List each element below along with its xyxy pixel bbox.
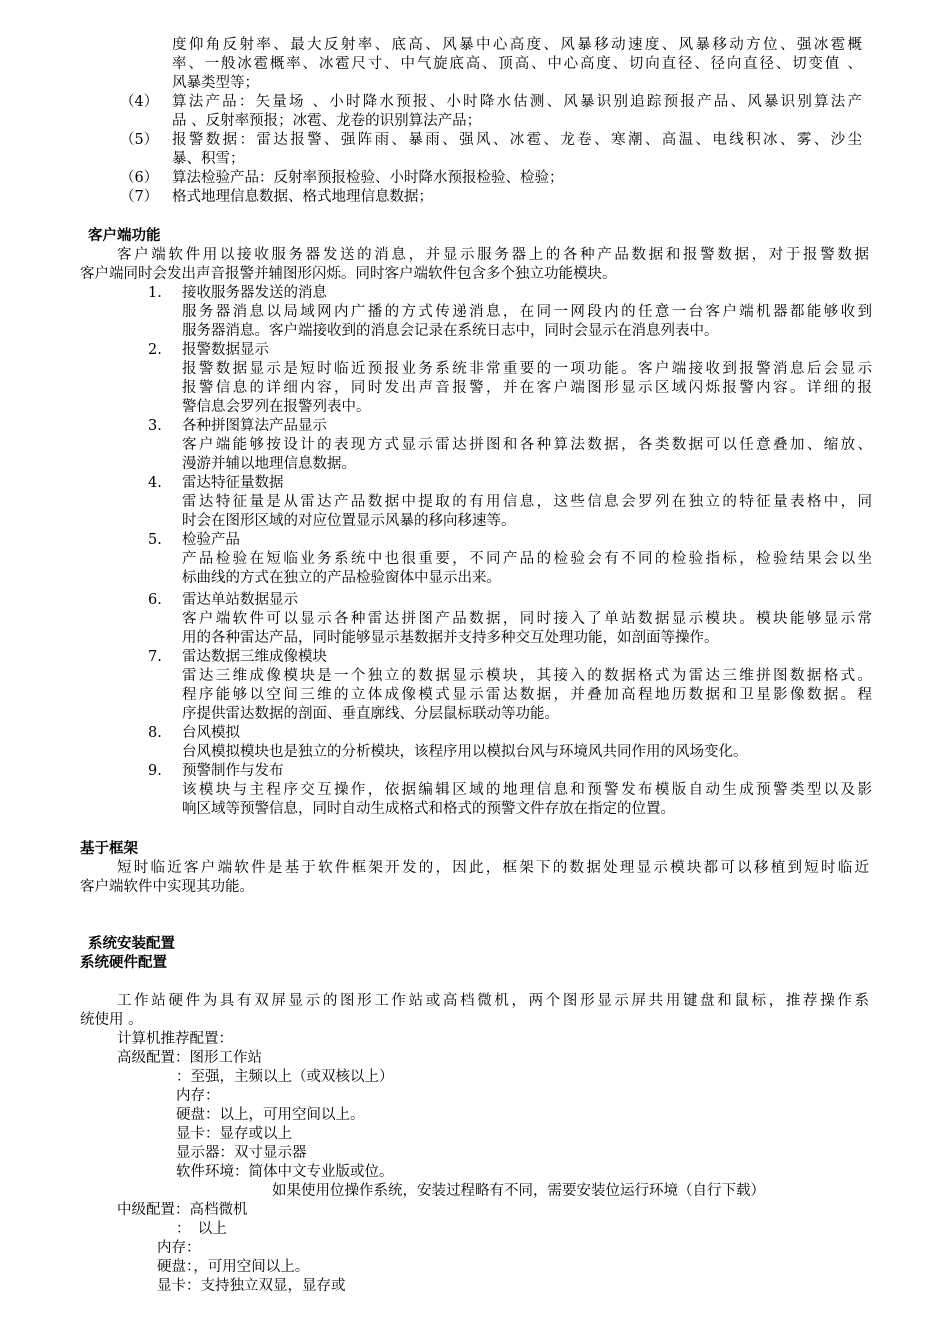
item4-line-1: 算法产品：矢量场 、小时降水预报、小时降水估测、风暴识别追踪预报产品、风暴识别算法产 (172, 94, 862, 110)
mid-config-disk: 硬盘：，可用空间以上。 (157, 1259, 310, 1275)
install-heading: 系统安装配置 (88, 936, 175, 952)
item3-line-2: 率、一般冰雹概率、冰雹尺寸、中气旋底高、顶高、中心高度、切向直径、径向直径、切变值 、 (172, 56, 862, 72)
item3-line-1: 度仰角反射率、最大反射率、底高、风暴中心高度、风暴移动速度、风暴移动方位、强冰雹概 (172, 37, 862, 53)
client-item-9-number: 9. (148, 763, 162, 779)
high-config-gpu: 显卡：显存或以上 (176, 1126, 292, 1142)
client-item-5-number: 5. (148, 532, 162, 548)
client-item-7-line-3: 序提供雷达数据的剖面、垂直廓线、分层鼠标联动等功能。 (182, 706, 559, 722)
client-item-9-line-1: 该模块与主程序交互操作，依据编辑区域的地理信息和预警发布模版自动生成预警类型以及影 (182, 782, 872, 798)
high-config-disk: 硬盘：以上，可用空间以上。 (176, 1107, 365, 1123)
client-item-6-line-2: 用的各种雷达产品，同时能够显示基数据并支持多种交互处理功能，如剖面等操作。 (182, 630, 719, 646)
hardware-para-line-1: 工作站硬件为具有双屏显示的图形工作站或高档微机，两个图形显示屏共用键盘和鼠标，推荐操作系 (117, 993, 869, 1009)
client-item-1-line-2: 服务器消息。客户端接收到的消息会记录在系统日志中，同时会显示在消息列表中。 (182, 323, 719, 339)
client-item-2-number: 2. (148, 342, 162, 358)
client-item-2-line-2: 报警信息的详细内容，同时发出声音报警，并在客户端图形显示区域闪烁报警内容。详细的报 (182, 380, 872, 396)
client-item-1-number: 1. (148, 285, 162, 301)
item5-number: （5） (120, 132, 159, 148)
high-config-software: 软件环境：简体中文专业版或位。 (176, 1164, 394, 1180)
item4-number: （4） (120, 94, 159, 110)
framework-heading: 基于框架 (80, 841, 138, 857)
client-item-9-line-2: 响区域等预警信息，同时自动生成格式和格式的预警文件存放在指定的位置。 (182, 801, 675, 817)
client-item-4-line-2: 时会在图形区域的对应位置显示风暴的移向移速等。 (182, 513, 516, 529)
client-item-8-title: 台风模拟 (182, 725, 240, 741)
client-item-5-line-2: 标曲线的方式在独立的产品检验窗体中显示出来。 (182, 570, 501, 586)
client-item-7-line-2: 程序能够以空间三维的立体成像模式显示雷达数据，并叠加高程地历数据和卫星影像数据。程 (182, 687, 872, 703)
client-item-5-title: 检验产品 (182, 532, 240, 548)
hardware-heading: 系统硬件配置 (80, 955, 167, 971)
item3-line-3: 风暴类型等； (172, 75, 259, 91)
client-item-2-line-1: 报警数据显示是短时临近预报业务系统非常重要的一项功能。客户端接收到报警消息后会显示 (182, 361, 872, 377)
client-intro-line-2: 客户端同时会发出声音报警并辅图形闪烁。同时客户端软件包含多个独立功能模块。 (80, 266, 617, 282)
client-item-6-line-1: 客户端软件可以显示各种雷达拼图产品数据，同时接入了单站数据显示模块。模块能够显示常 (182, 611, 872, 627)
client-item-5-line-1: 产品检验在短临业务系统中也很重要，不同产品的检验会有不同的检验指标，检验结果会以坐 (182, 551, 872, 567)
mid-config-memory: 内存： (157, 1240, 201, 1256)
client-item-3-line-1: 客户端能够按设计的表现方式显示雷达拼图和各种算法数据，各类数据可以任意叠加、缩放、 (182, 437, 872, 453)
client-item-4-line-1: 雷达特征量是从雷达产品数据中提取的有用信息，这些信息会罗列在独立的特征量表格中，同 (182, 494, 872, 510)
client-item-3-line-2: 漫游并辅以地理信息数据。 (182, 456, 356, 472)
client-item-4-title: 雷达特征量数据 (182, 475, 284, 491)
framework-line-2: 客户端软件中实现其功能。 (80, 879, 254, 895)
client-intro-line-1: 客户端软件用以接收服务器发送的消息，并显示服务器上的各种产品数据和报警数据，对于报警数据 (117, 247, 869, 263)
client-item-3-title: 各种拼图算法产品显示 (182, 418, 327, 434)
item7-number: （7） (120, 189, 159, 205)
client-item-6-number: 6. (148, 592, 162, 608)
client-item-7-line-1: 雷达三维成像模块是一个独立的数据显示模块，其接入的数据格式为雷达三维拼图数据格式。 (182, 668, 872, 684)
client-heading: 客户端功能 (88, 228, 161, 244)
client-item-8-number: 8. (148, 725, 162, 741)
client-item-3-number: 3. (148, 418, 162, 434)
item5-line-2: 暴、积雪； (172, 151, 245, 167)
client-item-6-title: 雷达单站数据显示 (182, 592, 298, 608)
mid-config-title: 中级配置：高档微机 (117, 1202, 248, 1218)
high-config-memory: 内存： (176, 1088, 220, 1104)
item5-line-1: 报警数据：雷达报警、强阵雨、暴雨、强风、冰雹、龙卷、寒潮、高温、电线积冰、雾、沙尘 (172, 132, 862, 148)
item6-number: （6） (120, 170, 159, 186)
client-item-2-title: 报警数据显示 (182, 342, 269, 358)
high-config-title: 高级配置：图形工作站 (117, 1050, 262, 1066)
recommended-config-label: 计算机推荐配置： (117, 1031, 233, 1047)
client-item-8-line-1: 台风模拟模块也是独立的分析模块，该程序用以模拟台风与环境风共同作用的风场变化。 (182, 744, 748, 760)
framework-line-1: 短时临近客户端软件是基于软件框架开发的，因此，框架下的数据处理显示模块都可以移植到短时临近 (117, 860, 869, 876)
mid-config-cpu: ： 以上 (176, 1221, 227, 1237)
item4-line-2: 品 、反射率预报；冰雹、龙卷的识别算法产品； (172, 113, 482, 129)
high-config-monitor: 显示器：双寸显示器 (176, 1145, 307, 1161)
client-item-7-title: 雷达数据三维成像模块 (182, 649, 327, 665)
high-config-cpu: ：至强，主频以上（或双核以上） (176, 1069, 394, 1085)
client-item-1-line-1: 服务器消息以局域网内广播的方式传递消息，在同一网段内的任意一台客户端机器都能够收到 (182, 304, 872, 320)
client-item-4-number: 4. (148, 475, 162, 491)
client-item-1-title: 接收服务器发送的消息 (182, 285, 327, 301)
high-config-note: 如果使用位操作系统，安装过程略有不同，需要安装位运行环境（自行下载） (272, 1183, 765, 1199)
client-item-2-line-3: 警信息会罗列在报警列表中。 (182, 399, 371, 415)
client-item-7-number: 7. (148, 649, 162, 665)
item7-line: 格式地理信息数据、格式地理信息数据； (172, 189, 433, 205)
mid-config-gpu: 显卡：支持独立双显，显存或 (157, 1278, 346, 1294)
item6-line: 算法检验产品：反射率预报检验、小时降水预报检验、检验； (172, 170, 564, 186)
hardware-para-line-2: 统使用 。 (80, 1012, 143, 1028)
client-item-9-title: 预警制作与发布 (182, 763, 284, 779)
